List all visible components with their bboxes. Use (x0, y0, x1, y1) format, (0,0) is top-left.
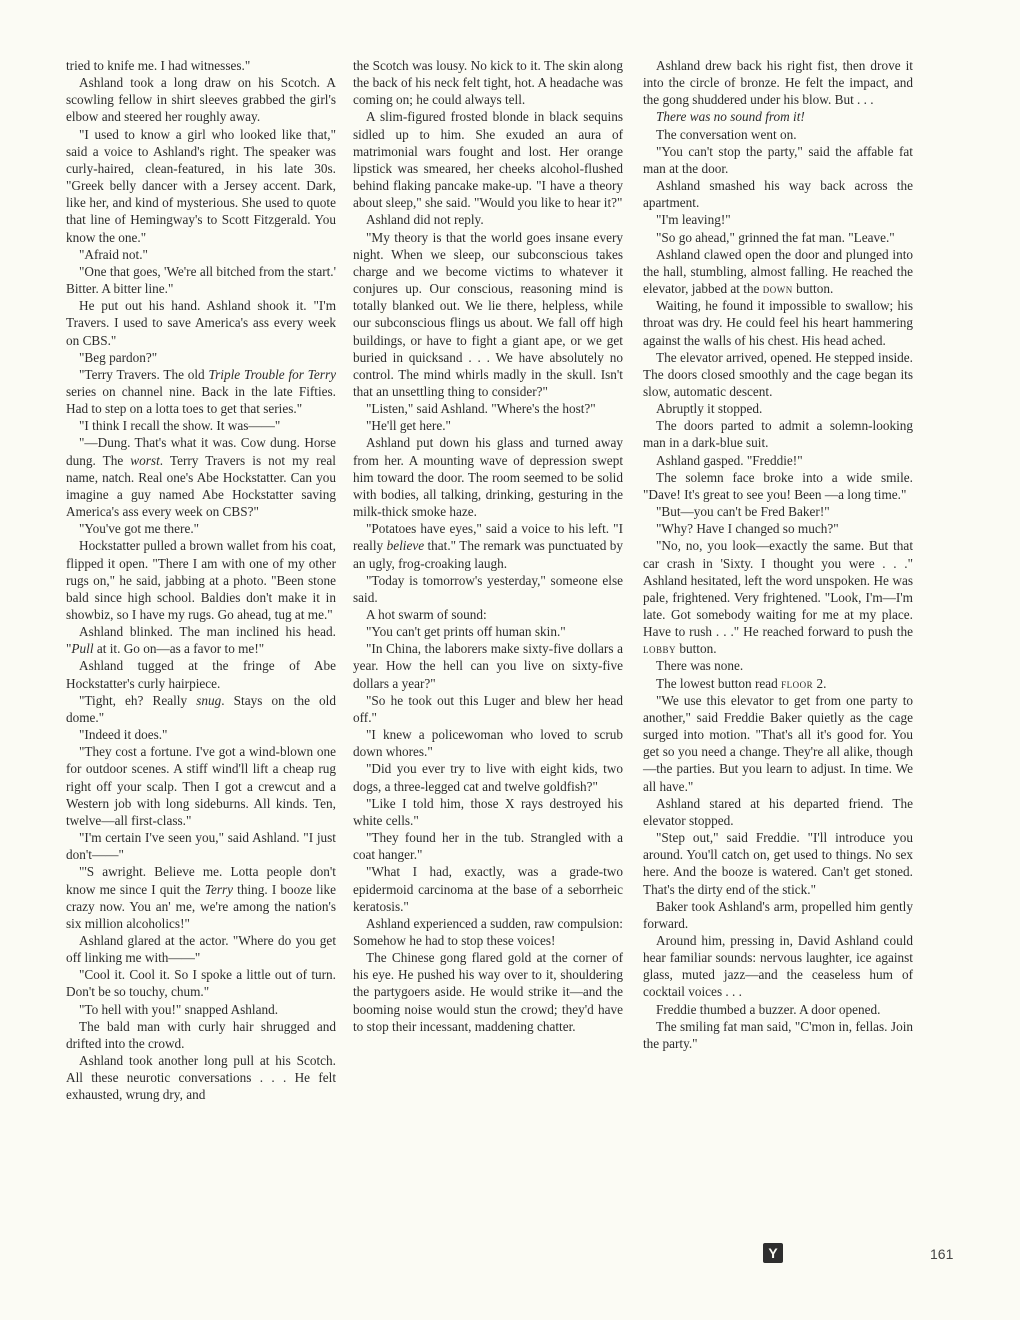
paragraph: "Indeed it does." (79, 727, 168, 743)
paragraph: Baker took Ashland's arm, propelled him gently forward. (643, 898, 913, 931)
paragraph: Abruptly it stopped. (656, 401, 763, 417)
paragraph: "Today is tomorrow's yesterday," someone else said. (353, 572, 623, 605)
paragraph: Ashland stared at his departed friend. The elevator stopped. (643, 795, 913, 828)
paragraph: Hockstatter pulled a brown wallet from his coat, flipped it open. "There I am with one of my other rugs on," he said, jabbing at a photo. "Been stone bald since high school. Baldies don't make it in showbiz, so I have my rugs. Go ahead, tug at me." (66, 538, 336, 622)
paragraph: The conversation went on. (656, 126, 797, 142)
paragraph: The lowest button read floor 2. (656, 675, 827, 691)
paragraph: The solemn face broke into a wide smile. "Dave! It's great to see you! Been —a long time." (643, 469, 913, 502)
paragraph: the Scotch was lousy. No kick to it. The skin along the back of his neck felt tight, hot. A headache was coming on; he could always tell. (353, 58, 623, 108)
paragraph: "Listen," said Ashland. "Where's the host?" (366, 401, 596, 417)
paragraph: "—Dung. That's what it was. Cow dung. Horse dung. The worst. Terry Travers is not my real name, natch. Real one's Abe Hockstatter. Can you imagine a guy named Abe Hockstatter saving America's ass every week on CBS?" (66, 435, 336, 520)
paragraph: The smiling fat man said, "C'mon in, fellas. Join the party." (643, 1018, 913, 1051)
paragraph: "But—you can't be Fred Baker!" (656, 504, 830, 520)
paragraph: "Terry Travers. The old Triple Trouble for Terry series on channel nine. Back in the late Fifties. Had to step on a lotta toes to get that series." (66, 366, 336, 417)
paragraph: "Beg pardon?" (79, 349, 158, 365)
paragraph: Ashland clawed open the door and plunged into the hall, stumbling, almost falling. He reached the elevator, jabbed at the down button. (643, 246, 913, 297)
paragraph: "I'm certain I've seen you," said Ashland. "I just don't——" (66, 830, 336, 863)
paragraph: A hot swarm of sound: (366, 607, 487, 622)
text-column-2 (353, 57, 623, 1035)
paragraph: There was none. (656, 658, 744, 674)
paragraph: "Why? Have I changed so much?" (656, 521, 839, 537)
paragraph: Ashland took another long pull at his Scotch. All these neurotic conversations . . . He felt exhausted, wrung dry, and (66, 1053, 336, 1103)
text-column-1 (66, 57, 336, 1104)
paragraph: "He'll get here." (366, 418, 451, 434)
paragraph: "So go ahead," grinned the fat man. "Leave." (656, 229, 895, 245)
paragraph: "Cool it. Cool it. So I spoke a little out of turn. Don't be so touchy, chum." (66, 967, 336, 1000)
paragraph: "I'm leaving!" (656, 212, 731, 228)
paragraph: A slim-figured frosted blonde in black sequins sidled up to him. She exuded an aura of matrimonial wars fought and lost. Her orange lipstick was smeared, her cheeks alcohol-flushed behind flaking pancake make-up. "I have a theory about sleep," she said. "Would you like to hear it?" (353, 109, 623, 211)
paragraph: Ashland glared at the actor. "Where do you get off linking me with——" (66, 932, 336, 966)
paragraph: "We use this elevator to get from one party to another," said Freddie Baker quietly as the cage surged into motion. "That's all it's good for. You get so you need a change. They're all alike, though —the parties. But you learn to adjust. In time. We all have." (643, 692, 913, 794)
paragraph: "I used to know a girl who looked like that," said a voice to Ashland's right. The speaker was curly-haired, clean-featured, in his late 30s. "Greek belly dancer with a Jersey accent. Dark, like her, and kind of mysterious. She used to quote that line of Hemingway's to Scott Fitzgerald. You know the one." (66, 126, 336, 245)
paragraph: "One that goes, 'We're all bitched from the start.' Bitter. A bitter line." (66, 263, 336, 297)
paragraph: Ashland experienced a sudden, raw compulsion: Somehow he had to stop these voices! (353, 915, 623, 948)
paragraph: Ashland put down his glass and turned away from her. A mounting wave of depression swept him toward the door. The room seemed to be solid with bodies, all talking, drinking, gesturing in the milk-thick smoke haze. (353, 435, 623, 520)
paragraph: "They cost a fortune. I've got a wind-blown one for outdoor scenes. A stiff wind'll lift a cheap rug right off your scalp. Then I got a crewcut and a Western job with long sideburns. All kinds. Ten, twelve—all first-class." (66, 744, 336, 828)
paragraph: Ashland did not reply. (366, 212, 484, 228)
paragraph: "I knew a policewoman who loved to scrub down whores." (353, 727, 623, 760)
paragraph: The doors parted to admit a solemn-looking man in a dark-blue suit. (643, 418, 913, 451)
paragraph: Ashland smashed his way back across the apartment. (643, 178, 913, 211)
paragraph: "To hell with you!" snapped Ashland. (79, 1001, 279, 1017)
paragraph: He put out his hand. Ashland shook it. "I'm Travers. I used to save America's ass every week on CBS." (66, 298, 336, 348)
paragraph: "You've got me there." (79, 521, 200, 537)
paragraph: "I think I recall the show. It was——" (79, 418, 281, 434)
paragraph: "You can't stop the party," said the affable fat man at the door. (643, 143, 913, 176)
paragraph: "You can't get prints off human skin." (366, 624, 566, 640)
paragraph: The bald man with curly hair shrugged and drifted into the crowd. (66, 1018, 336, 1051)
paragraph: "Step out," said Freddie. "I'll introduce you around. You'll catch on, get used to things. No sex here. And the booze is watered. Can't get stoned. That's the dirty end of the stick." (643, 830, 913, 897)
paragraph: "In China, the laborers make sixty-five dollars a year. How the hell can you live on sixty-five dollars a year?" (353, 641, 623, 691)
paragraph: "Did you ever try to live with eight kids, two dogs, a three-legged cat and twelve goldfish?" (353, 761, 623, 794)
paragraph: tried to knife me. I had witnesses." (66, 58, 251, 73)
paragraph: "Tight, eh? Really snug. Stays on the old dome." (66, 692, 336, 725)
paragraph: "What I had, exactly, was a grade-two epidermoid carcinoma at the base of a seborrheic keratosis." (353, 864, 623, 914)
paragraph: "'S awright. Believe me. Lotta people don't know me since I quit the Terry thing. I booze like crazy now. You an' me, we're among the nation's six million alcoholics!" (66, 864, 337, 931)
paragraph: Ashland tugged at the fringe of Abe Hockstatter's curly hairpiece. (66, 658, 336, 691)
paragraph: Ashland gasped. "Freddie!" (656, 452, 803, 468)
paragraph: There was no sound from it! (656, 109, 805, 125)
paragraph: "My theory is that the world goes insane every night. When we sleep, our subconscious takes charge and we become victims to whatever it conjures up. Our conscious, reasoning mind is totally blanked out. We lie there, helpless, while our subconscious flings us about. We fall off high buildings, or have to fight a giant ape, or we get buried in quicksand . . . We have absolutely no control. The mind whirls madly in the skull. Isn't that an unsettling thing to consider?" (353, 229, 623, 399)
end-mark-logo-icon: Y (763, 1243, 783, 1263)
paragraph: "Potatoes have eyes," said a voice to his left. "I really believe that." The remark was punctuated by an ugly, frog-croaking laugh. (353, 521, 623, 571)
paragraph: Around him, pressing in, David Ashland could hear familiar sounds: nervous laughter, ice against glass, muted jazz—and the ceaseless hum of cocktail voices . . . (643, 932, 913, 1000)
paragraph: "They found her in the tub. Strangled with a coat hanger." (353, 830, 623, 863)
paragraph: "So he took out this Luger and blew her head off." (353, 692, 623, 725)
paragraph: The Chinese gong flared gold at the corner of his eye. He pushed his way over to it, shouldering the partygoers aside. He would strike it—and the booming noise would stun the crowd; they'd have to stop their incessant, maddening chatter. (353, 950, 623, 1034)
paragraph: Ashland blinked. The man inclined his head. "Pull at it. Go on—as a favor to me!" (66, 624, 336, 657)
paragraph: The elevator arrived, opened. He stepped inside. The doors closed smoothly and the cage began its slow, automatic descent. (643, 349, 913, 399)
paragraph: "No, no, you look—exactly the same. But that car crash in 'Sixty. I thought you were . . ." Ashland hesitated, left the word unspoken. He was pale, frightened. Very frightened. "Look, I'm—I'm late. Got somebody waiting for me at my place. Have to rush . . ." He reached forward to push the lobby button. (643, 538, 913, 657)
page-number: 161 (930, 1246, 954, 1262)
text-column-3 (643, 57, 913, 1052)
paragraph: "Afraid not." (79, 246, 148, 262)
paragraph: Freddie thumbed a buzzer. A door opened. (656, 1001, 881, 1017)
paragraph: "Like I told him, those X rays destroyed his white cells." (353, 795, 623, 828)
paragraph: Ashland drew back his right fist, then drove it into the circle of bronze. He felt the impact, and the gong shuddered under his blow. But . . . (643, 58, 913, 108)
paragraph: Ashland took a long draw on his Scotch. A scowling fellow in shirt sleeves grabbed the girl's elbow and steered her roughly away. (66, 75, 336, 125)
paragraph: Waiting, he found it impossible to swallow; his throat was dry. He could feel his heart hammering against the walls of his chest. His head ached. (643, 298, 913, 348)
